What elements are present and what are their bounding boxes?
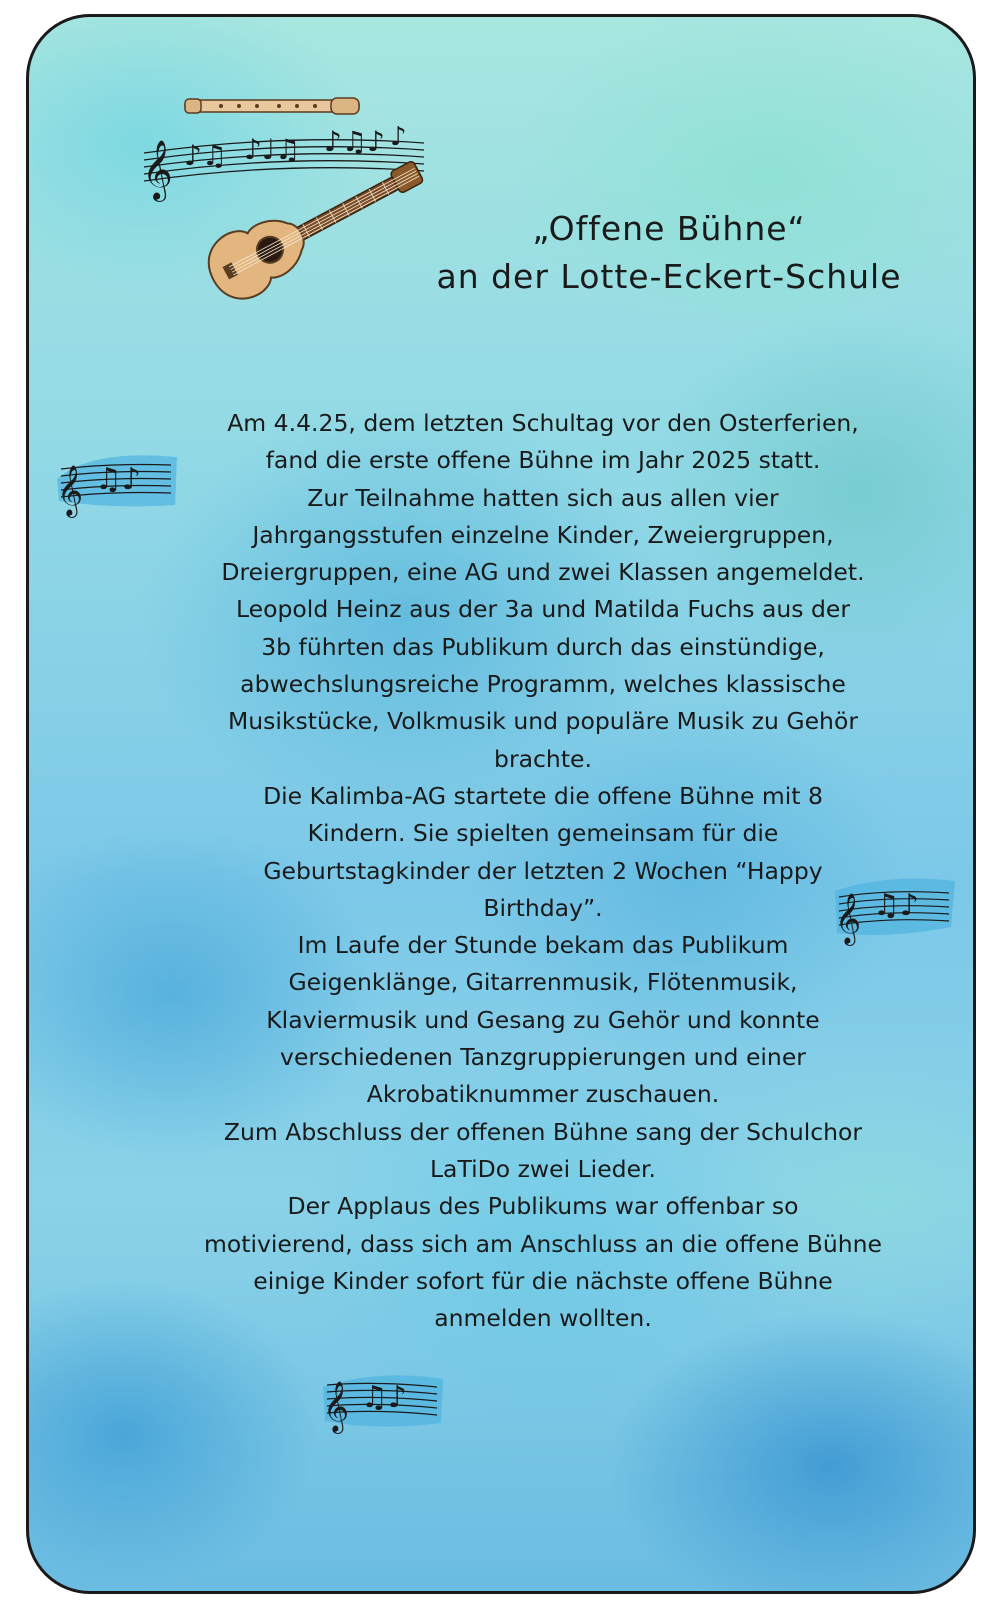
body-line: fand die erste offene Bühne im Jahr 2025 statt. bbox=[265, 446, 821, 475]
body-line: Dreiergruppen, eine AG und zwei Klassen angemeldet. bbox=[221, 558, 865, 587]
body-line: Akrobatiknummer zuschauen. bbox=[366, 1080, 720, 1109]
body-line: Geigenklänge, Gitarrenmusik, Flötenmusik, bbox=[288, 968, 798, 997]
svg-text:♫♪: ♫♪ bbox=[361, 1380, 408, 1415]
body-line: 3b führten das Publikum durch das einstündige, bbox=[261, 632, 825, 661]
svg-text:♪♩♫: ♪♩♫ bbox=[244, 133, 301, 166]
svg-text:♫♪: ♫♪ bbox=[95, 462, 142, 497]
body-line: Kindern. Sie spielten gemeinsam für die bbox=[307, 819, 779, 848]
svg-text:♪♫♪: ♪♫♪ bbox=[324, 125, 385, 158]
body-line: Jahrgangsstufen einzelne Kinder, Zweiergruppen, bbox=[252, 520, 834, 549]
svg-text:𝄞: 𝄞 bbox=[142, 140, 173, 200]
svg-text:♪: ♪ bbox=[390, 122, 407, 152]
svg-text:𝄞: 𝄞 bbox=[57, 465, 84, 516]
body-line: abwechslungsreiche Programm, welches klassische bbox=[240, 670, 846, 699]
svg-text:♫♪: ♫♪ bbox=[873, 888, 920, 923]
body-line: einige Kinder sofort für die nächste offene Bühne bbox=[253, 1266, 833, 1295]
body-line: Leopold Heinz aus der 3a und Matilda Fuchs aus der bbox=[235, 595, 851, 624]
poster-card bbox=[26, 14, 976, 1594]
body-line: Am 4.4.25, dem letzten Schultag vor den Osterferien, bbox=[227, 409, 859, 437]
body-line: Zum Abschluss der offenen Bühne sang der Schulchor bbox=[223, 1117, 863, 1146]
body-line: Klaviermusik und Gesang zu Gehör und konnte bbox=[266, 1005, 820, 1034]
body-line: Die Kalimba-AG startete die offene Bühne mit 8 bbox=[263, 781, 823, 810]
music-notes-icon bbox=[317, 1357, 447, 1437]
body-line: Im Laufe der Stunde bekam das Publikum bbox=[297, 931, 789, 960]
body-line: verschiedenen Tanzgruppierungen und einer bbox=[280, 1043, 806, 1072]
svg-text:♪♫: ♪♫ bbox=[184, 139, 227, 172]
body-line: anmelden wollten. bbox=[434, 1304, 652, 1333]
body-line: motivierend, dass sich am Anschluss an die offene Bühne bbox=[203, 1229, 882, 1258]
title-line-2: an der Lotte-Eckert-Schule bbox=[436, 257, 902, 296]
body-line: Der Applaus des Publikums war offenbar so bbox=[287, 1192, 799, 1221]
article-body bbox=[133, 405, 953, 1337]
body-line: Geburtstagkinder der letzten 2 Wochen “Happy bbox=[263, 856, 823, 885]
title-line-1: „Offene Bühne“ bbox=[532, 209, 806, 248]
svg-text:𝄞: 𝄞 bbox=[323, 1381, 350, 1432]
body-line: brachte. bbox=[494, 744, 592, 773]
body-line: Zur Teilnahme hatten sich aus allen vier bbox=[307, 483, 779, 512]
body-line: Birthday”. bbox=[483, 893, 603, 922]
body-line: Musikstücke, Volkmusik und populäre Musik zu Gehör bbox=[227, 707, 858, 736]
body-line: LaTiDo zwei Lieder. bbox=[429, 1154, 657, 1183]
svg-text:𝄞: 𝄞 bbox=[835, 893, 862, 944]
poster-title bbox=[389, 205, 949, 301]
